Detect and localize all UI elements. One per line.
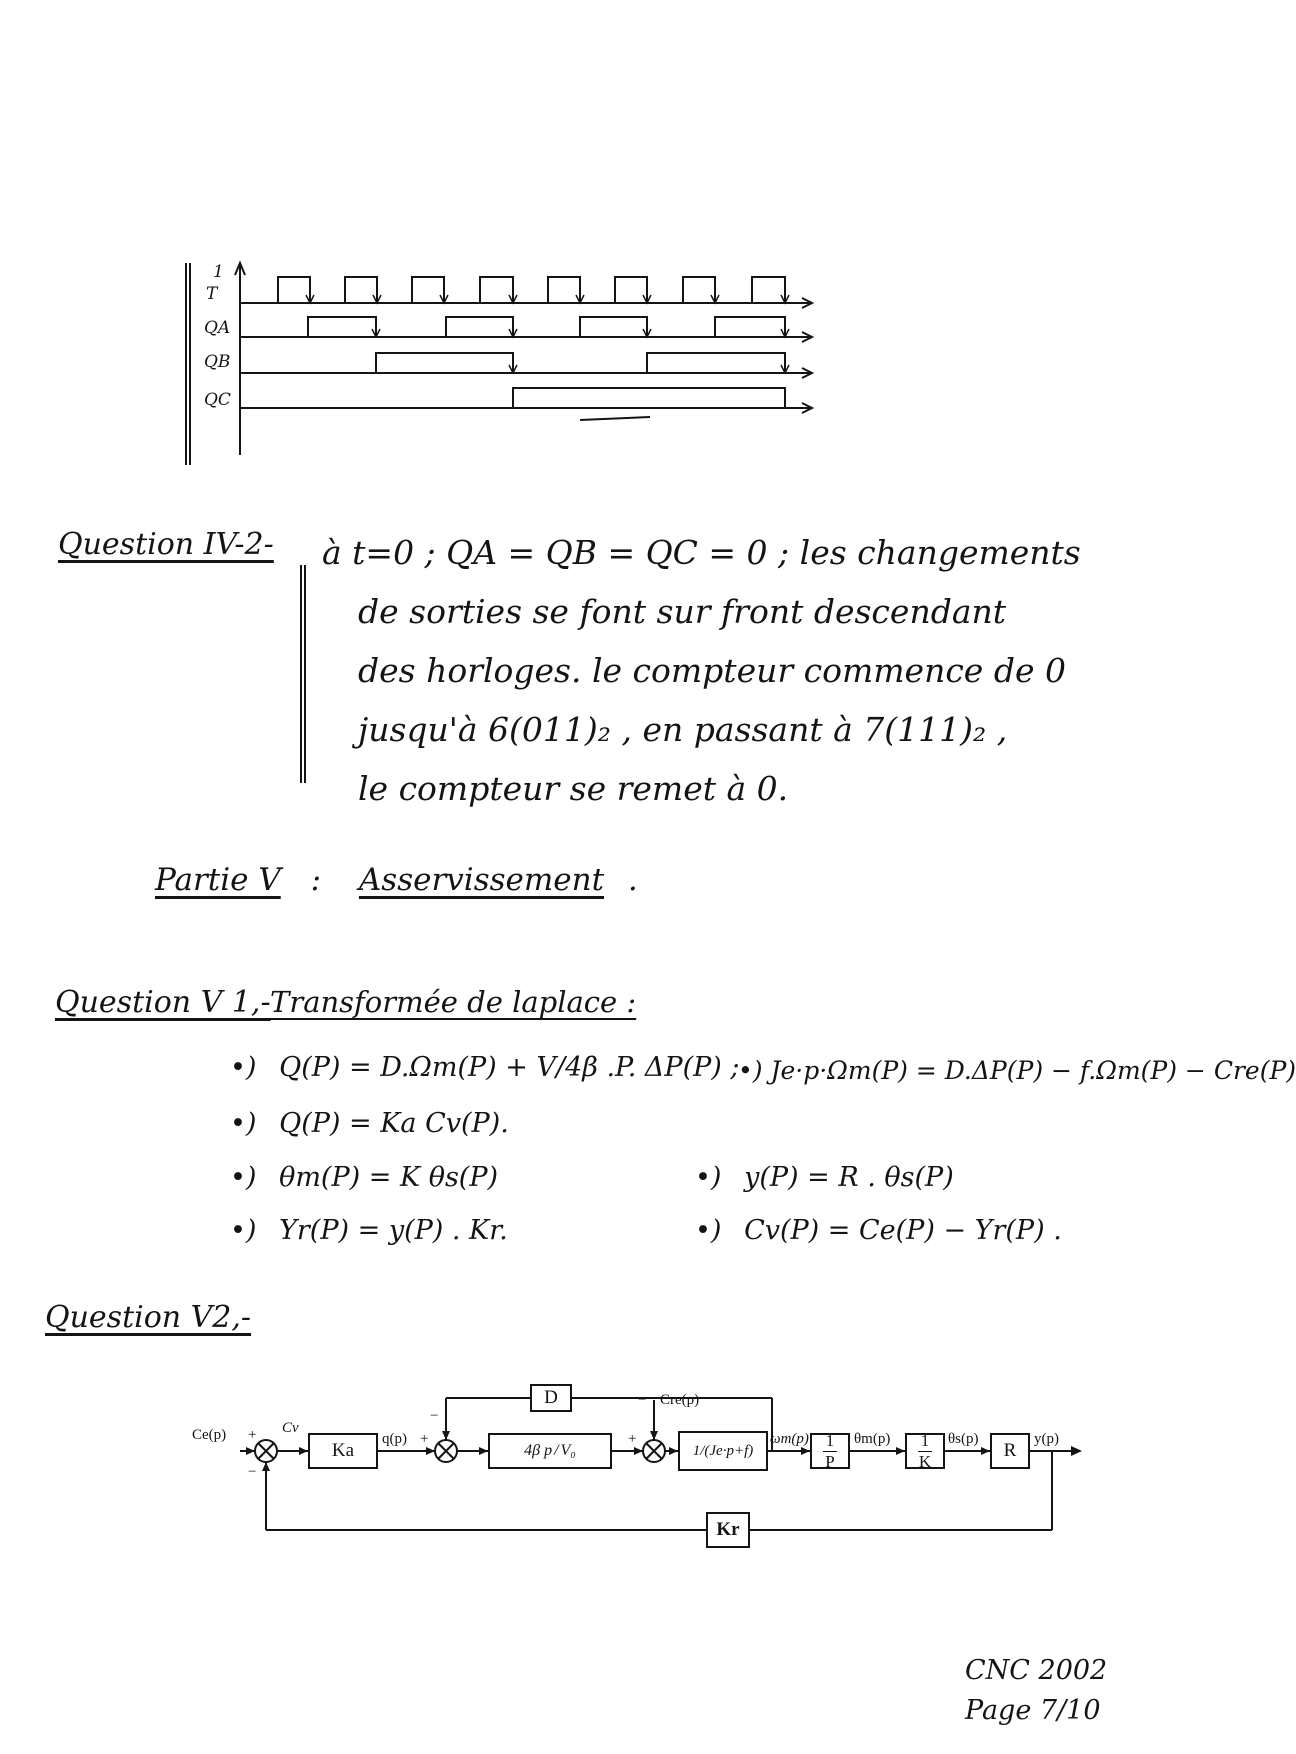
sign-plus-2: + — [420, 1431, 429, 1447]
sign-plus-3: + — [628, 1431, 637, 1447]
bullet-5: •) — [695, 1162, 722, 1193]
sign-minus-3: − — [638, 1392, 647, 1408]
question-iv-2-title: Question IV-2- — [58, 527, 274, 562]
footer-page: Page 7/10 — [965, 1695, 1101, 1726]
part-v-period: . — [627, 862, 638, 898]
equation-2-text: •) Je·p·Ωm(P) = D.ΔP(P) − f.Ωm(P) − Cre(P) — [738, 1056, 1296, 1085]
integrator-den: P — [825, 1451, 835, 1471]
equation-5 — [695, 1162, 954, 1193]
bullet-4: •) — [230, 1162, 257, 1193]
equation-3 — [230, 1108, 509, 1139]
signal-cv: Cv — [282, 1420, 299, 1436]
sign-plus-1: + — [248, 1427, 257, 1443]
integrator-num: 1 — [823, 1431, 838, 1452]
part-v-colon: : — [310, 862, 322, 898]
question-v-2-title: Question V2,- — [45, 1300, 252, 1335]
equation-4 — [230, 1162, 498, 1193]
block-r-label: R — [1003, 1440, 1017, 1461]
block-kr-label: Kr — [716, 1519, 740, 1540]
block-mechanical — [678, 1431, 768, 1471]
question-iv-2-answer — [322, 523, 1081, 818]
block-ka — [308, 1433, 378, 1469]
answer-line-1: à t=0 ; QA = QB = QC = 0 ; les changements — [322, 533, 1081, 572]
equation-6-text: Yr(P) = y(P) . Kr. — [279, 1215, 508, 1246]
signal-y: y(p) — [1034, 1431, 1059, 1447]
signal-label-qc: QC — [204, 390, 231, 410]
timing-diagram — [180, 255, 840, 470]
part-v-title: Partie V — [155, 862, 281, 898]
block-ka-label: Ka — [331, 1440, 355, 1461]
block-kr — [706, 1512, 750, 1548]
question-v-1-title: Question V 1,- — [55, 985, 271, 1020]
signal-label-qb: QB — [204, 352, 231, 372]
signal-theta-s: θs(p) — [948, 1431, 979, 1447]
block-mechanical-label: 1/(Je·p+f) — [692, 1442, 754, 1459]
block-d — [530, 1384, 572, 1412]
block-r — [990, 1433, 1030, 1469]
answer-line-2: de sorties se font sur front descendant — [358, 592, 1007, 631]
block-hydraulic-den: V₀ — [560, 1442, 576, 1459]
equation-6 — [230, 1215, 508, 1246]
equation-7 — [695, 1215, 1062, 1246]
signal-theta-m: θm(p) — [854, 1431, 891, 1447]
answer-line-5: le compteur se remet à 0. — [358, 769, 789, 808]
sign-minus-1: − — [248, 1464, 257, 1480]
sign-minus-2: − — [430, 1408, 439, 1424]
equation-7-text: Cv(P) = Ce(P) − Yr(P) . — [744, 1215, 1062, 1246]
question-v-1-subtitle: Transformée de laplace : — [270, 985, 637, 1019]
part-v-subtitle: Asservissement — [358, 862, 605, 898]
block-hydraulic-num: 4β p — [524, 1442, 553, 1459]
inverse-k-den: K — [918, 1451, 932, 1471]
block-hydraulic: 4β p / V₀ — [488, 1433, 612, 1469]
margin-bar — [300, 565, 306, 783]
part-v-heading — [155, 862, 638, 898]
bullet-3: •) — [230, 1108, 257, 1139]
signal-cre: Cre(p) — [660, 1392, 700, 1408]
block-integrator — [810, 1430, 850, 1471]
signal-label-qa: QA — [204, 318, 231, 338]
block-inverse-k — [905, 1430, 945, 1471]
equation-4-text: θm(P) = K θs(P) — [279, 1162, 499, 1193]
clock-level-label: 1 — [213, 262, 224, 282]
answer-line-3: des horloges. le compteur commence de 0 — [358, 651, 1066, 690]
equation-3-text: Q(P) = Ka Cv(P). — [279, 1108, 509, 1139]
bullet-6: •) — [230, 1215, 257, 1246]
footer-exam: CNC 2002 — [965, 1655, 1108, 1686]
equation-5-text: y(P) = R . θs(P) — [744, 1162, 954, 1193]
signal-label-t: T — [206, 284, 218, 304]
signal-omega: ωm(p) — [770, 1431, 809, 1447]
equation-2 — [738, 1056, 1296, 1085]
inverse-k-num: 1 — [918, 1431, 933, 1452]
signal-q: q(p) — [382, 1431, 407, 1447]
equation-1-text: Q(P) = D.Ωm(P) + V/4β .P. ΔP(P) ; — [279, 1052, 740, 1083]
equation-1 — [230, 1052, 740, 1083]
answer-line-4: jusqu'à 6(011)₂ , en passant à 7(111)₂ , — [358, 710, 1008, 749]
block-d-label: D — [544, 1387, 558, 1408]
bullet-1: •) — [230, 1052, 257, 1083]
signal-ce: Ce(p) — [192, 1427, 227, 1443]
bullet-7: •) — [695, 1215, 722, 1246]
